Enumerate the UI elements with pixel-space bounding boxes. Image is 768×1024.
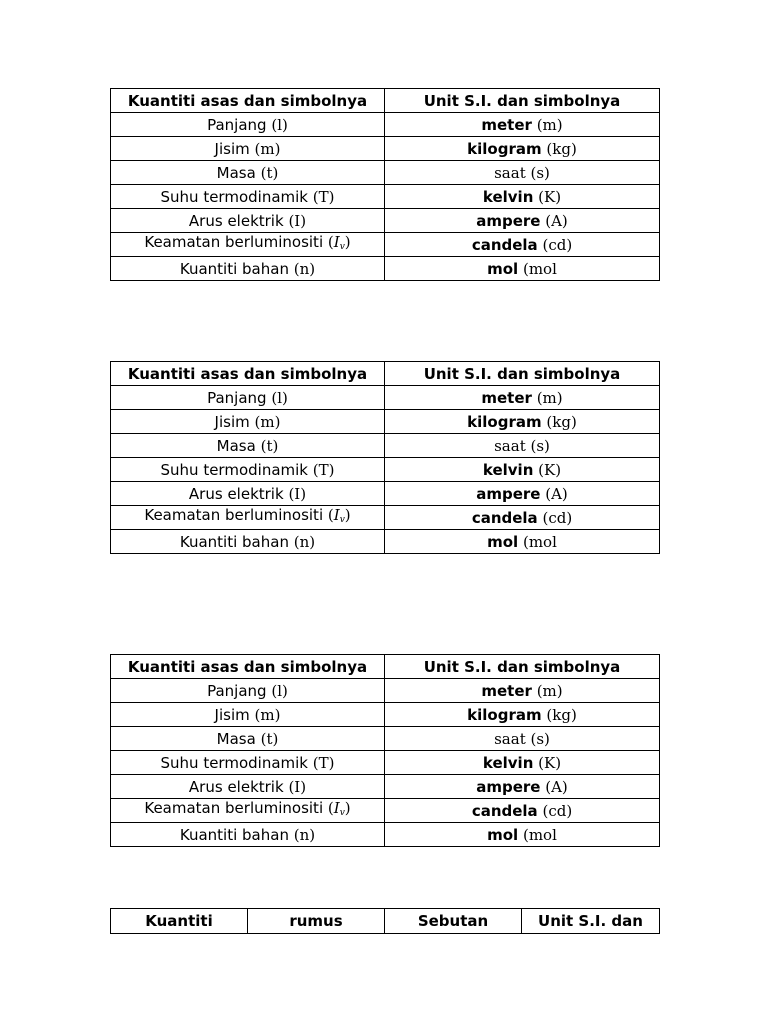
quantity-cell <box>111 386 385 410</box>
quantity-name: Arus elektrik <box>188 484 284 503</box>
unit-cell <box>385 679 660 703</box>
table-row <box>111 703 660 727</box>
table-row <box>111 257 660 281</box>
header-quantity: Kuantiti asas dan simbolnya <box>111 655 385 679</box>
quantity-symbol: (I) <box>288 777 307 796</box>
quantity-cell <box>111 257 385 281</box>
unit-name: candela <box>471 508 538 527</box>
quantity-name: Jisim <box>214 139 250 158</box>
quantity-name: Masa <box>216 729 256 748</box>
quantity-cell <box>111 703 385 727</box>
quantity-cell <box>111 530 385 554</box>
quantity-name: Kuantiti bahan <box>179 825 289 844</box>
unit-cell <box>385 410 660 434</box>
unit-cell <box>385 185 660 209</box>
table-row <box>111 775 660 799</box>
table-row <box>111 530 660 554</box>
header-unit: Unit S.I. dan simbolnya <box>385 362 660 386</box>
unit-name: candela <box>471 235 538 254</box>
unit-symbol: (mol <box>522 532 557 551</box>
unit-symbol: (m) <box>536 388 563 407</box>
header-formula: rumus <box>248 909 385 934</box>
quantity-symbol: (I) <box>288 211 307 230</box>
quantity-cell <box>111 506 385 530</box>
unit-name: kelvin <box>482 753 534 772</box>
quantity-cell <box>111 233 385 257</box>
quantity-cell <box>111 209 385 233</box>
table-row <box>111 506 660 530</box>
unit-symbol: saat (s) <box>494 163 550 182</box>
header-si-unit: Unit S.I. dan <box>522 909 660 934</box>
quantity-cell <box>111 113 385 137</box>
unit-symbol: (mol <box>522 259 557 278</box>
unit-name: meter <box>481 681 532 700</box>
unit-symbol: (kg) <box>546 139 577 158</box>
si-base-quantities-table-2 <box>110 361 660 554</box>
table-row <box>111 233 660 257</box>
quantity-cell <box>111 799 385 823</box>
quantity-symbol: (Iv) <box>327 233 351 252</box>
unit-name: meter <box>481 115 532 134</box>
unit-name: ampere <box>476 777 541 796</box>
quantity-symbol: (m) <box>254 412 281 431</box>
si-base-quantities-table-1 <box>110 88 660 281</box>
quantity-symbol: (m) <box>254 705 281 724</box>
unit-cell <box>385 823 660 847</box>
unit-cell <box>385 506 660 530</box>
quantity-name: Suhu termodinamik <box>160 460 308 479</box>
quantity-name: Keamatan berluminositi <box>144 799 324 817</box>
header-quantity: Kuantiti asas dan simbolnya <box>111 362 385 386</box>
quantity-symbol: (n) <box>293 825 316 844</box>
quantity-symbol: (Iv) <box>327 506 351 525</box>
unit-symbol: (kg) <box>546 705 577 724</box>
quantity-symbol: (n) <box>293 532 316 551</box>
quantity-symbol: (I) <box>288 484 307 503</box>
unit-symbol: (A) <box>545 777 568 796</box>
table-row <box>111 434 660 458</box>
unit-cell <box>385 113 660 137</box>
table-row <box>111 209 660 233</box>
quantity-cell <box>111 727 385 751</box>
quantity-symbol: (l) <box>271 115 288 134</box>
unit-cell <box>385 799 660 823</box>
quantity-cell <box>111 775 385 799</box>
unit-symbol: (m) <box>536 681 563 700</box>
table-row <box>111 185 660 209</box>
quantity-cell <box>111 137 385 161</box>
unit-cell <box>385 257 660 281</box>
derived-quantities-table <box>110 908 660 934</box>
table-row <box>111 482 660 506</box>
unit-cell <box>385 775 660 799</box>
unit-cell <box>385 161 660 185</box>
unit-name: candela <box>471 801 538 820</box>
si-base-quantities-table-3 <box>110 654 660 847</box>
unit-cell <box>385 137 660 161</box>
table-row <box>111 161 660 185</box>
quantity-symbol: (T) <box>312 460 335 479</box>
quantity-symbol: (T) <box>312 187 335 206</box>
header-unit: Unit S.I. dan simbolnya <box>385 655 660 679</box>
unit-symbol: (A) <box>545 484 568 503</box>
unit-name: meter <box>481 388 532 407</box>
quantity-name: Suhu termodinamik <box>160 753 308 772</box>
quantity-name: Arus elektrik <box>188 777 284 796</box>
quantity-symbol: (T) <box>312 753 335 772</box>
unit-name: ampere <box>476 211 541 230</box>
unit-name: kelvin <box>482 187 534 206</box>
table-header-row <box>111 362 660 386</box>
unit-symbol: saat (s) <box>494 436 550 455</box>
quantity-cell <box>111 482 385 506</box>
quantity-cell <box>111 823 385 847</box>
unit-name: ampere <box>476 484 541 503</box>
table-row <box>111 410 660 434</box>
quantity-symbol: (t) <box>260 436 279 455</box>
quantity-name: Jisim <box>214 412 250 431</box>
table-header-row <box>111 909 660 934</box>
table-row <box>111 113 660 137</box>
unit-name: mol <box>487 532 519 551</box>
quantity-symbol: (l) <box>271 681 288 700</box>
quantity-name: Panjang <box>207 388 267 407</box>
quantity-symbol: (t) <box>260 729 279 748</box>
quantity-name: Arus elektrik <box>188 211 284 230</box>
quantity-name: Panjang <box>207 681 267 700</box>
unit-symbol: (m) <box>536 115 563 134</box>
unit-name: kilogram <box>467 139 542 158</box>
quantity-cell <box>111 410 385 434</box>
quantity-symbol: (l) <box>271 388 288 407</box>
unit-symbol: saat (s) <box>494 729 550 748</box>
quantity-name: Keamatan berluminositi <box>144 506 324 524</box>
quantity-symbol: (Iv) <box>327 799 351 818</box>
quantity-name: Jisim <box>214 705 250 724</box>
unit-cell <box>385 751 660 775</box>
header-unit: Unit S.I. dan simbolnya <box>385 89 660 113</box>
quantity-name: Kuantiti bahan <box>179 259 289 278</box>
header-quantity: Kuantiti <box>111 909 248 934</box>
unit-symbol: (cd) <box>542 235 573 254</box>
unit-symbol: (K) <box>538 753 562 772</box>
unit-symbol: (kg) <box>546 412 577 431</box>
unit-cell <box>385 209 660 233</box>
table-header-row <box>111 89 660 113</box>
quantity-name: Masa <box>216 436 256 455</box>
quantity-cell <box>111 161 385 185</box>
quantity-symbol: (m) <box>254 139 281 158</box>
quantity-name: Panjang <box>207 115 267 134</box>
quantity-name: Suhu termodinamik <box>160 187 308 206</box>
quantity-cell <box>111 185 385 209</box>
quantity-cell <box>111 434 385 458</box>
unit-symbol: (K) <box>538 187 562 206</box>
unit-cell <box>385 530 660 554</box>
table-row <box>111 137 660 161</box>
quantity-symbol: (t) <box>260 163 279 182</box>
table-row <box>111 751 660 775</box>
table-row <box>111 458 660 482</box>
unit-symbol: (cd) <box>542 508 573 527</box>
table-header-row <box>111 655 660 679</box>
quantity-name: Keamatan berluminositi <box>144 233 324 251</box>
quantity-name: Masa <box>216 163 256 182</box>
table-row <box>111 799 660 823</box>
unit-cell <box>385 386 660 410</box>
table-row <box>111 727 660 751</box>
unit-name: kilogram <box>467 705 542 724</box>
unit-symbol: (A) <box>545 211 568 230</box>
table-row <box>111 823 660 847</box>
unit-name: mol <box>487 259 519 278</box>
unit-cell <box>385 482 660 506</box>
unit-symbol: (mol <box>522 825 557 844</box>
unit-name: kelvin <box>482 460 534 479</box>
unit-symbol: (cd) <box>542 801 573 820</box>
quantity-cell <box>111 458 385 482</box>
unit-symbol: (K) <box>538 460 562 479</box>
table-row <box>111 386 660 410</box>
unit-cell <box>385 458 660 482</box>
header-pronunciation: Sebutan <box>385 909 522 934</box>
unit-cell <box>385 434 660 458</box>
unit-cell <box>385 727 660 751</box>
quantity-cell <box>111 679 385 703</box>
header-quantity: Kuantiti asas dan simbolnya <box>111 89 385 113</box>
unit-name: kilogram <box>467 412 542 431</box>
unit-cell <box>385 703 660 727</box>
unit-cell <box>385 233 660 257</box>
unit-name: mol <box>487 825 519 844</box>
table-row <box>111 679 660 703</box>
quantity-cell <box>111 751 385 775</box>
quantity-name: Kuantiti bahan <box>179 532 289 551</box>
quantity-symbol: (n) <box>293 259 316 278</box>
